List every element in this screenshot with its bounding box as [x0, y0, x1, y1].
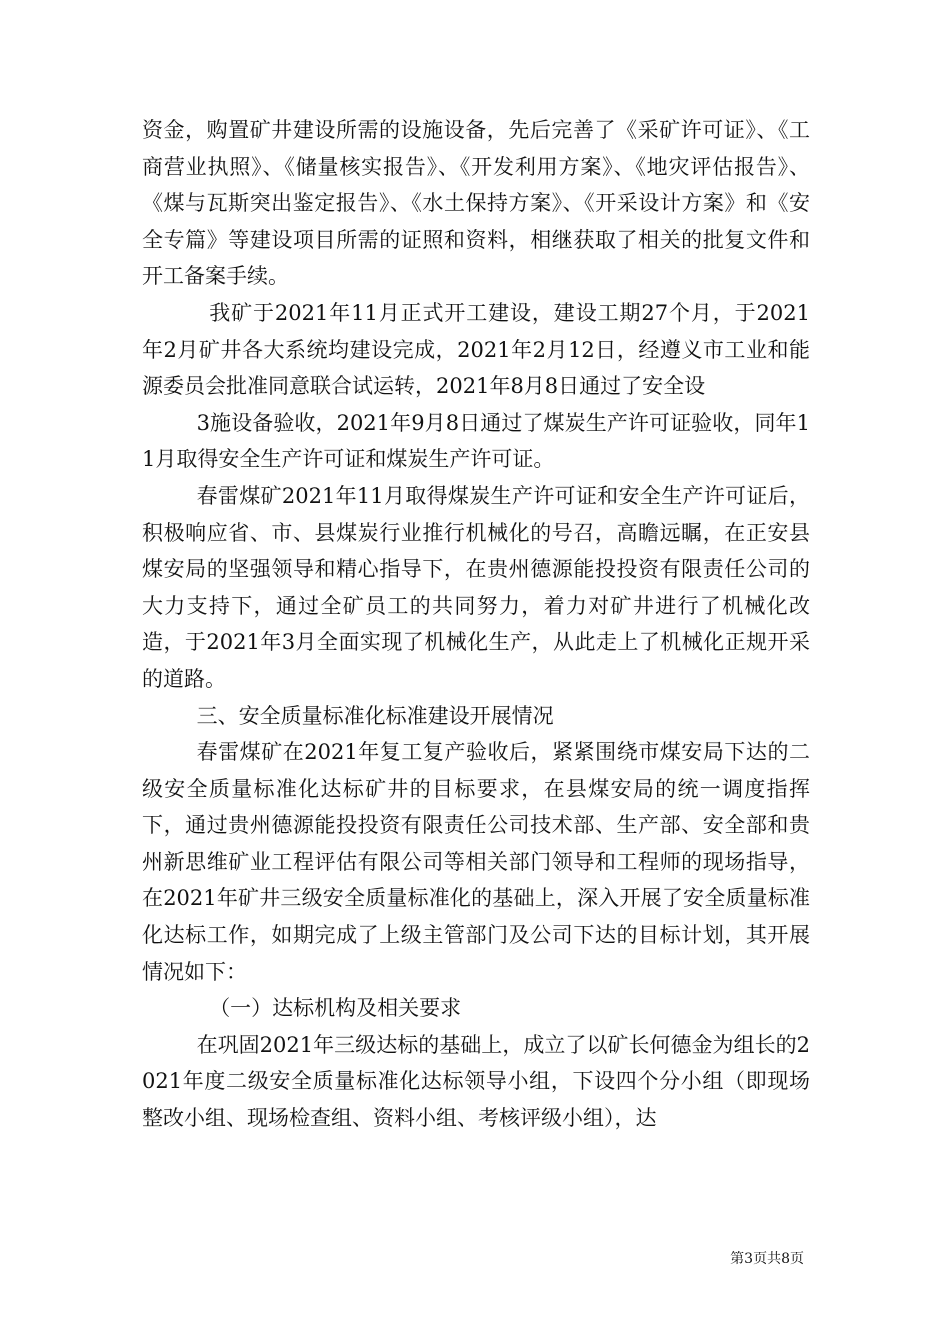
paragraph-construction: 我矿于2021年11月正式开工建设，建设工期27个月，于2021年2月矿井各大系统均建设完成，2021年2月12日，经遵义市工业和能源委员会批准同意联合试运转，2021年8月8日通过了安全设	[142, 300, 810, 399]
paragraph-leadership-group: 在巩固2021年三级达标的基础上，成立了以矿长何德金为组长的2021年度二级安全质量标准化达标领导小组，下设四个分小组（即现场整改小组、现场检查组、资料小组、考核评级小组），达	[142, 1032, 810, 1131]
page-number-footer: 第3页共8页	[730, 1251, 804, 1267]
paragraph-permits: 资金，购置矿井建设所需的设施设备，先后完善了《采矿许可证》、《工商营业执照》、《储量核实报告》、《开发利用方案》、《地灾评估报告》、《煤与瓦斯突出鉴定报告》、《水土保持方案》、《开采设计方案》和《安全专篇》等建设项目所需的证照和资料，相继获取了相关的批复文件和开工备案手续。	[142, 118, 810, 289]
document-body	[142, 112, 810, 1137]
subsection-heading-one: （一）达标机构及相关要求	[209, 996, 462, 1021]
section-heading-three: 三、安全质量标准化标准建设开展情况	[196, 703, 554, 728]
paragraph-standardization: 春雷煤矿在2021年复工复产验收后，紧紧围绕市煤安局下达的二级安全质量标准化达标矿井的目标要求，在县煤安局的统一调度指挥下，通过贵州德源能投投资有限责任公司技术部、生产部、安全部和贵州新思维矿业工程评估有限公司等相关部门领导和工程师的现场指导，在2021年矿井三级安全质量标准化的基础上，深入开展了安全质量标准化达标工作，如期完成了上级主管部门及公司下达的目标计划，其开展情况如下：	[142, 740, 810, 984]
paragraph-mechanization: 春雷煤矿2021年11月取得煤炭生产许可证和安全生产许可证后，积极响应省、市、县煤炭行业推行机械化的号召，高瞻远瞩，在正安县煤安局的坚强领导和精心指导下，在贵州德源能投投资有限责任公司的大力支持下，通过全矿员工的共同努力，着力对矿井进行了机械化改造，于2021年3月全面实现了机械化生产，从此走上了机械化正规开采的道路。	[142, 483, 810, 691]
paragraph-acceptance: 3施设备验收，2021年9月8日通过了煤炭生产许可证验收，同年11月取得安全生产许可证和煤炭生产许可证。	[142, 410, 810, 472]
